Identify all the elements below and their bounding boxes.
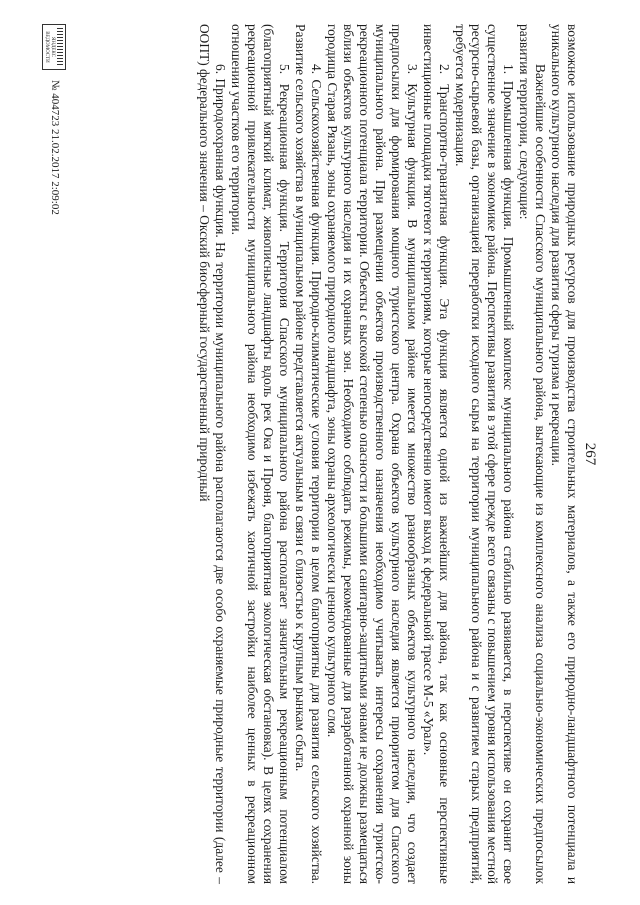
paragraph: 2. Транспортно-транзитная функция. Эта функция является одной из важнейших для района, так как основные перспективные инвестиционные площадки тяготеют к территориям, которые непосредственно имеют выход к федеральной трассе М-5 «Урал». [421, 24, 452, 884]
paragraph: 3. Культурная функция. В муниципальном районе имеется множество разнообразных объектов культурного наследия, что создает предпосылки для формирования мощного туристского центра. Охрана объектов культурного наследия является приоритетом для Спасского муниципального района. При размещении объектов производственного назначения необходимо учитывать интересы сохранения туристско-рекреационного потенциала территории. Объекты с высокой степенью опасности и большими санитарно-защитными зонами не должны размещаться вблизи объектов культурного наследия и их охранных зон. Необходимо соблюдать режимы, рекомендованные для разработанной охранной зоны городища Старая Рязань, зоны охраняемого природного ландшафта, зоны охраны археологически ценного культурного слоя. [325, 24, 420, 884]
registry-stamp [42, 24, 66, 70]
paragraph: возможное использование природных ресурсов для производства строительных материалов, а также его природно-ландшафтного потенциала и уникального культурного наследия для развития сферы туризма и рекреации. [549, 24, 580, 884]
document-registration-number: № 404723 21.02.2017 2:09:02 [49, 80, 61, 215]
document-body [196, 24, 580, 884]
stamp-barcode-icon [57, 28, 63, 66]
rotated-page-content [20, 24, 600, 884]
paragraph: 5. Рекреационная функция. Территория Спасского муниципального района располагает значительным рекреационным потенциалом (благоприятный мягкий климат, живописные ландшафты вдоль рек Ока и Проня, благоприятная экологическая обстановка). В целях сохранения рекреационной привлекательности муниципального района необходимо избежать хаотичной застройки наиболее ценных в рекреационном отношении участков его территории. [229, 24, 292, 884]
page-footer [30, 24, 70, 884]
paragraph: Важнейшие особенности Спасского муниципального района, вытекающие из комплексного анализа социально-экономических предпосылок развития территории, следующие: [517, 24, 548, 884]
paragraph: 4. Сельскохозяйственная функция. Природно-климатические условия территории в целом благоприятны для развития сельского хозяйства. Развитие сельского хозяйства в муниципальном районе представляется актуальным в связи с близостью к крупным рынкам сбыта. [293, 24, 324, 884]
paragraph: 1. Промышленная функция. Промышленный комплекс муниципального района стабильно развивается, в перспективе он сохранит свое существенное значение в экономике района. Перспективы развития в этой сфере прежде всего связаны с повышением уровня использования местной ресурсно-сырьевой базы, организацией переработки исходного сырья на территории муниципального района и с развитием старых предприятий, требуется модернизация. [453, 24, 516, 884]
paragraph: 6. Природоохранная функция. На территории муниципального района располагаются две особо охраняемые природные территории (далее – ООПТ) федерального значения – Окский биосферный государственный природный [197, 24, 228, 884]
page-number: 267 [582, 442, 598, 466]
stamp-text: ЯНДЕКС ВЕДОМОСТИ [44, 31, 55, 63]
